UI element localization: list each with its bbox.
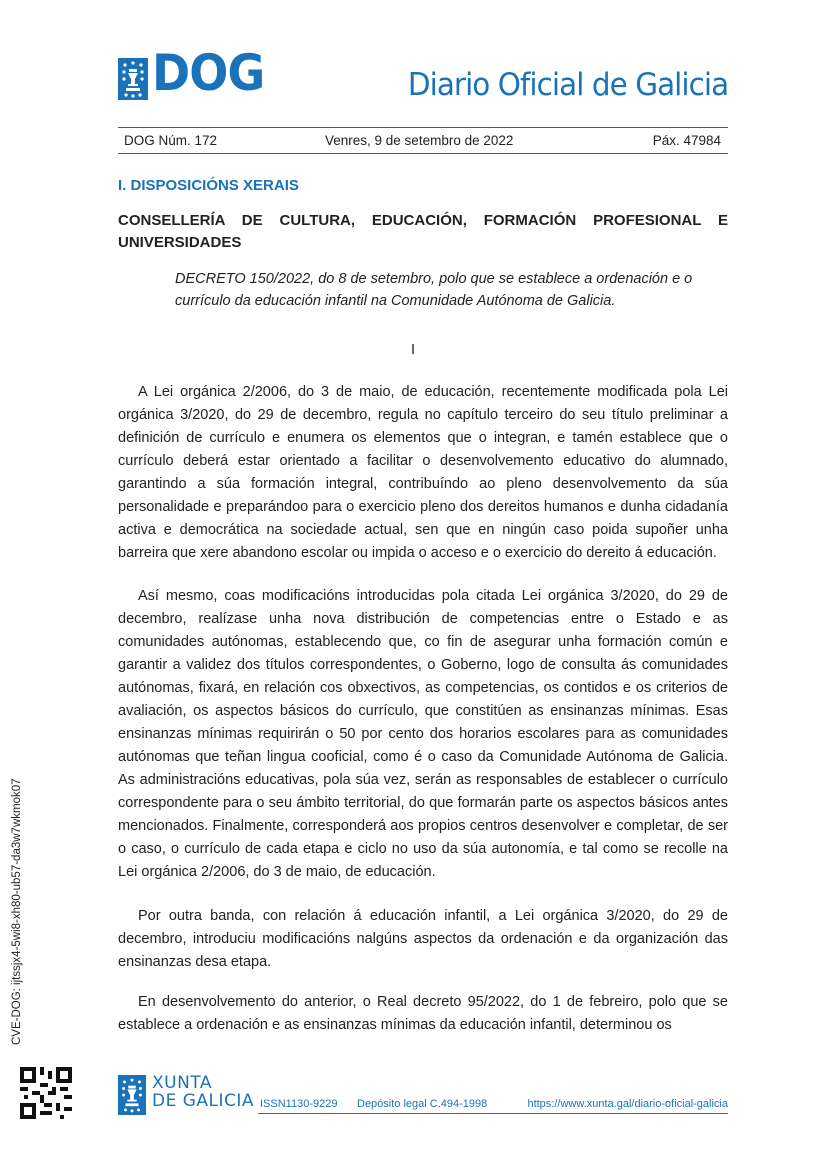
dog-logo: DOG — [152, 44, 265, 102]
legal-deposit: Depósito legal C.494-1998 — [357, 1098, 488, 1110]
paragraph-1: A Lei orgánica 2/2006, do 3 de maio, de educación, recentemente modificada pola Lei orgánica 3/2020, do 29 de decembro, regula no capítulo terceiro do seu título preliminar a definición de currículo e enumera os elementos que o integran, e tamén establece que o currículo deberá estar orientado a facilitar o desenvolvemento educativo do alumnado, garantindo a súa formación integral, contribuíndo ao pleno desenvolvemento da súa personalidade e preparándoo para o exercicio pleno dos dereitos humanos e dunha cidadanía activa e democrática na sociedade actual, sen que en ningún caso poida supoñer unha barreira que xere abandono escolar ou impida o acceso e o exercicio do dereito á educación. — [118, 384, 728, 561]
xunta-logo-text — [152, 1074, 254, 1110]
xunta-line-1: XUNTA — [152, 1073, 212, 1093]
xunta-line-2: DE GALICIA — [152, 1091, 255, 1111]
header-top-rule — [118, 127, 728, 128]
issue-number: DOG Núm. 172 — [124, 133, 218, 148]
header-bottom-rule — [118, 153, 728, 154]
section-heading: I. DISPOSICIÓNS XERAIS — [118, 177, 299, 194]
paragraph-2: Así mesmo, coas modificacións introducidas pola citada Lei orgánica 3/2020, do 29 de decembro, realízase unha nova distribución de competencias entre o Estado e as comunidades autónomas, establecendo que, co fin de asegurar unha formación común e garantir a validez dos títulos correspondentes, o Goberno, logo de consulta ás comunidades autónomas, fixará, en relación cos obxectivos, as competencias, os contidos e os criterios de avaliación, os aspectos básicos do currículo, que constitúen as ensinanzas mínimas. Esas ensinanzas mínimas requirirán o 50 por cento dos horarios escolares para as comunidades autónomas que teñan lingua cooficial, como é o caso da Comunidade Autónoma de Galicia. As administracións educativas, pola súa vez, serán as responsables de establecer o currículo correspondente para o seu ámbito territorial, do que formarán parte os aspectos básicos antes mencionados. Finalmente, corresponderá aos propios centros desenvolver e completar, de ser o caso, o currículo de cada etapa e ciclo no uso da súa autonomía, e tal como se recolle na Lei orgánica 2/2006, do 3 de maio, de educación. — [118, 588, 728, 880]
footer-rule — [258, 1113, 728, 1114]
galicia-shield-icon — [118, 58, 148, 100]
issue-date: Venres, 9 de setembro de 2022 — [325, 133, 514, 148]
page-number: Páx. 47984 — [652, 133, 721, 148]
xunta-shield-icon — [118, 1075, 146, 1115]
qr-code-icon — [20, 1067, 72, 1119]
decree-title: DECRETO 150/2022, do 8 de setembro, polo que se establece a ordenación e o currículo da educación infantil na Comunidade Autónoma de Galicia. — [175, 271, 693, 309]
masthead-title: Diario Oficial de Galicia — [407, 67, 728, 103]
ministry-heading: CONSELLERÍA DE CULTURA, EDUCACIÓN, FORMACIÓN PROFESIONAL E UNIVERSIDADES — [118, 212, 728, 251]
footer-url-link[interactable]: https://www.xunta.gal/diario-oficial-galicia — [527, 1098, 728, 1110]
paragraph-3: Por outra banda, con relación á educación infantil, a Lei orgánica 3/2020, do 29 de decembro, introduciu modificacións nalgúns aspectos da ordenación e da organización das ensinanzas desa etapa. — [118, 908, 728, 970]
roman-numeral-heading: I — [410, 342, 416, 358]
issn: ISSN1130-9229 — [260, 1098, 338, 1110]
paragraph-4: En desenvolvemento do anterior, o Real decreto 95/2022, do 1 de febreiro, polo que se establece a ordenación e as ensinanzas mínimas da educación infantil, determinou os — [118, 994, 728, 1033]
cve-code: CVE-DOG: ijtssjx4-5wi8-xh80-ub57-da3w7wkmok07 — [11, 778, 23, 1045]
